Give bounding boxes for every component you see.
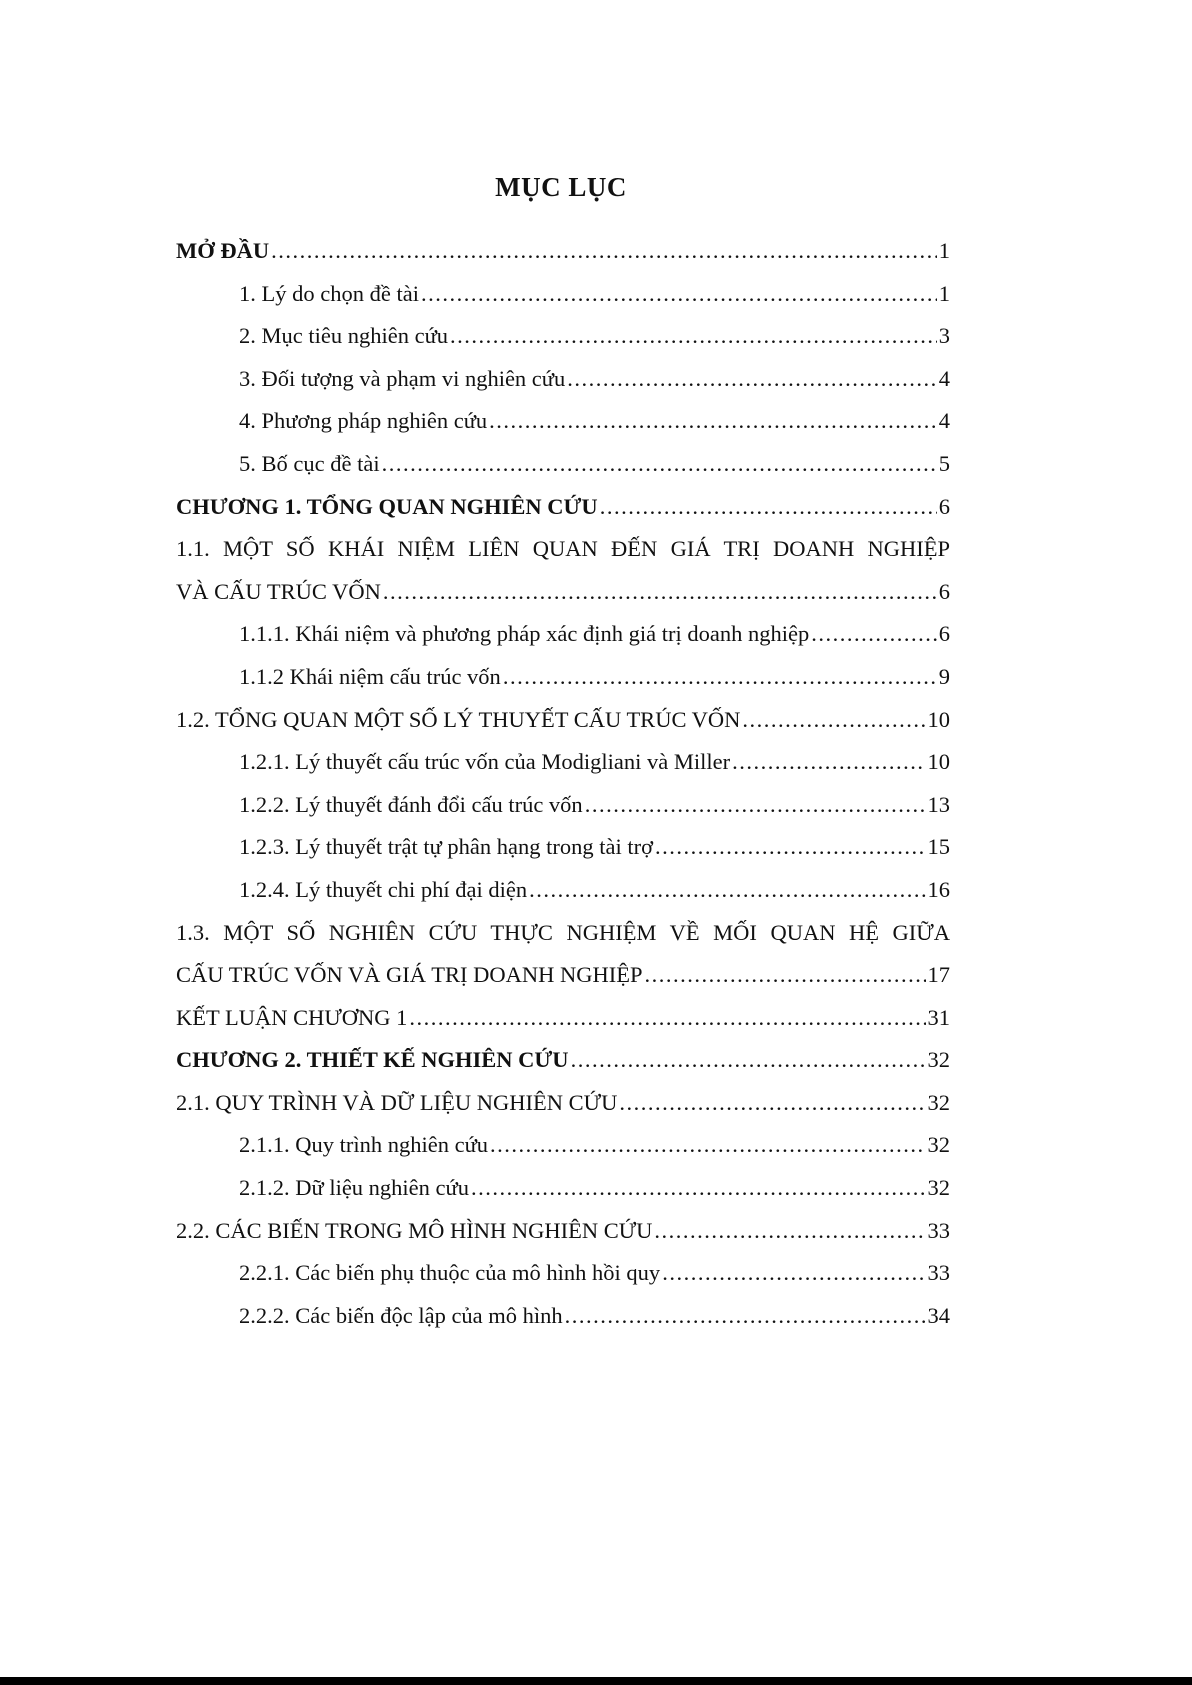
dot-leader <box>382 443 937 486</box>
toc-entry-text: 2.1. QUY TRÌNH VÀ DỮ LIỆU NGHIÊN CỨU <box>176 1089 618 1115</box>
toc-entry-text: CHƯƠNG 2. THIẾT KẾ NGHIÊN CỨU <box>176 1047 569 1073</box>
toc-entry <box>176 997 950 1040</box>
toc-entry <box>176 1039 950 1082</box>
dot-leader <box>529 869 925 912</box>
dot-leader <box>271 230 937 273</box>
dot-leader <box>732 741 925 784</box>
toc-page-number: 31 <box>927 1004 950 1030</box>
toc-entry-text: 2.1.2. Dữ liệu nghiên cứu <box>239 1175 469 1201</box>
toc-entry <box>176 869 950 912</box>
toc-page-number: 5 <box>938 450 950 476</box>
toc-entry-text: 1.2.3. Lý thuyết trật tự phân hạng trong tài trợ <box>239 834 654 860</box>
toc-entry-text: 5. Bố cục đề tài <box>239 450 380 476</box>
toc-entry-text: 1.2.1. Lý thuyết cấu trúc vốn của Modigliani và Miller <box>239 749 731 775</box>
dot-leader <box>490 1124 925 1167</box>
toc-entry <box>176 699 950 742</box>
table-of-contents <box>176 230 950 1337</box>
toc-page-number: 4 <box>938 408 950 434</box>
dot-leader <box>654 1210 925 1253</box>
toc-entry <box>176 1082 950 1125</box>
toc-entry-text: 1.2. TỔNG QUAN MỘT SỐ LÝ THUYẾT CẤU TRÚC VỐN <box>176 706 741 732</box>
toc-page-number: 1 <box>938 238 950 263</box>
toc-entry <box>176 954 950 997</box>
dot-leader <box>383 571 937 614</box>
dot-leader <box>409 997 925 1040</box>
toc-entry-text: 1.3. MỘT SỐ NGHIÊN CỨU THỰC NGHIỆM VỀ MỐI QUAN HỆ GIỮA <box>176 919 950 945</box>
toc-page-number: 10 <box>927 749 950 775</box>
toc-entry <box>176 741 950 784</box>
toc-page-number: 9 <box>938 663 950 689</box>
toc-page-number: 6 <box>938 493 950 519</box>
toc-entry <box>176 571 950 614</box>
dot-leader <box>565 1295 926 1338</box>
toc-entry-text: 2.2. CÁC BIẾN TRONG MÔ HÌNH NGHIÊN CỨU <box>176 1217 653 1243</box>
toc-entry-line <box>176 912 950 955</box>
toc-entry-text: 1.1. MỘT SỐ KHÁI NIỆM LIÊN QUAN ĐẾN GIÁ TRỊ DOANH NGHIỆP <box>176 536 950 562</box>
dot-leader <box>811 613 937 656</box>
toc-entry <box>176 1210 950 1253</box>
toc-entry-text: 2.2.2. Các biến độc lập của mô hình <box>239 1302 563 1328</box>
dot-leader <box>655 826 925 869</box>
dot-leader <box>567 358 937 401</box>
toc-page-number: 15 <box>927 834 950 860</box>
toc-page-number: 1 <box>938 280 950 306</box>
toc-page-number: 33 <box>927 1260 950 1286</box>
toc-entry <box>176 826 950 869</box>
dot-leader <box>619 1082 925 1125</box>
toc-entry <box>176 784 950 827</box>
toc-entry-text: VÀ CẤU TRÚC VỐN <box>176 578 381 604</box>
toc-entry-text: 1. Lý do chọn đề tài <box>239 280 419 306</box>
toc-entry <box>176 656 950 699</box>
toc-entry-text: 1.2.4. Lý thuyết chi phí đại diện <box>239 876 528 902</box>
toc-page-number: 32 <box>927 1132 950 1158</box>
toc-page-number: 16 <box>927 876 950 902</box>
toc-entry-text: CẤU TRÚC VỐN VÀ GIÁ TRỊ DOANH NGHIỆP <box>176 962 643 988</box>
bottom-border <box>0 1677 1192 1685</box>
toc-entry-text: 1.1.2 Khái niệm cấu trúc vốn <box>239 663 501 689</box>
toc-page-number: 34 <box>927 1302 950 1328</box>
toc-page-number: 10 <box>927 706 950 732</box>
toc-entry <box>176 613 950 656</box>
toc-entry <box>176 1124 950 1167</box>
dot-leader <box>421 273 937 316</box>
toc-page-number: 32 <box>927 1047 950 1073</box>
dot-leader <box>471 1167 926 1210</box>
toc-page-number: 32 <box>927 1089 950 1115</box>
toc-page-number: 13 <box>927 791 950 817</box>
dot-leader <box>489 400 937 443</box>
toc-entry <box>176 1167 950 1210</box>
dot-leader <box>742 699 925 742</box>
toc-entry-text: 1.2.2. Lý thuyết đánh đổi cấu trúc vốn <box>239 791 583 817</box>
toc-entry <box>176 273 950 316</box>
toc-entry <box>176 230 950 273</box>
toc-page-number: 17 <box>927 962 950 988</box>
toc-page-number: 6 <box>938 621 950 647</box>
toc-entry <box>176 358 950 401</box>
dot-leader <box>585 784 926 827</box>
toc-entry-text: 2.2.1. Các biến phụ thuộc của mô hình hồi quy <box>239 1260 661 1286</box>
toc-entry <box>176 486 950 529</box>
toc-title: MỤC LỤC <box>495 172 627 202</box>
dot-leader <box>662 1252 925 1295</box>
toc-page-number: 6 <box>938 578 950 604</box>
toc-entry <box>176 443 950 486</box>
toc-entry-text: 2.1.1. Quy trình nghiên cứu <box>239 1132 489 1158</box>
toc-entry-text: MỞ ĐẦU <box>176 238 270 263</box>
toc-page-number: 4 <box>938 365 950 391</box>
dot-leader <box>503 656 937 699</box>
toc-entry-line <box>176 528 950 571</box>
toc-page-number: 33 <box>927 1217 950 1243</box>
toc-entry <box>176 1295 950 1338</box>
toc-entry-text: 1.1.1. Khái niệm và phương pháp xác định giá trị doanh nghiệp <box>239 621 810 647</box>
toc-entry <box>176 315 950 358</box>
dot-leader <box>644 954 925 997</box>
dot-leader <box>450 315 937 358</box>
toc-entry <box>176 400 950 443</box>
toc-entry <box>176 1252 950 1295</box>
toc-entry-text: KẾT LUẬN CHƯƠNG 1 <box>176 1004 408 1030</box>
toc-entry-text: 4. Phương pháp nghiên cứu <box>239 408 488 434</box>
dot-leader <box>600 486 937 529</box>
toc-entry-text: CHƯƠNG 1. TỔNG QUAN NGHIÊN CỨU <box>176 493 598 519</box>
dot-leader <box>571 1039 926 1082</box>
toc-entry-text: 2. Mục tiêu nghiên cứu <box>239 323 449 349</box>
toc-page-number: 3 <box>938 323 950 349</box>
toc-page-number: 32 <box>927 1175 950 1201</box>
toc-entry-text: 3. Đối tượng và phạm vi nghiên cứu <box>239 365 566 391</box>
